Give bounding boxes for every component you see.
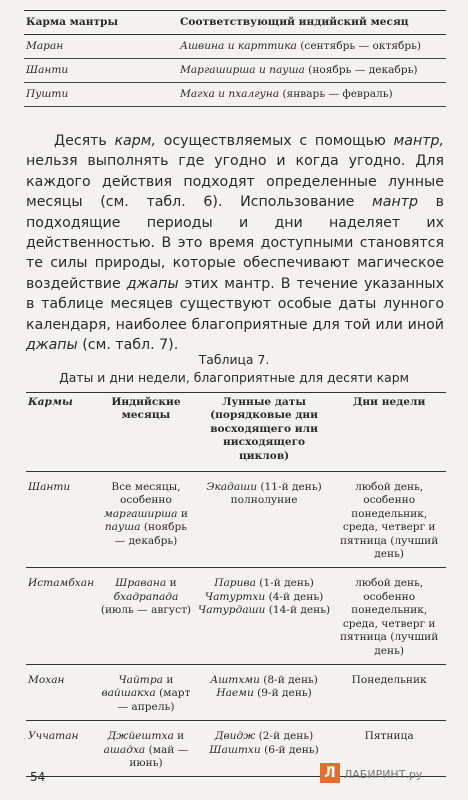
months-cell: Все месяцы, особенно маргаширша и пауша (ноябрь — декабрь) xyxy=(96,472,196,568)
months-cell: Чайтра и вайшакха (март — апрель) xyxy=(96,664,196,720)
weekdays-cell: Понедельник xyxy=(332,664,446,720)
month-cell: Маргаширша и пауша (ноябрь — декабрь) xyxy=(178,59,446,83)
column-header-month: Соответствующий индийский месяц xyxy=(178,11,446,35)
mantra-month-table xyxy=(24,10,446,107)
weekdays-cell: Пятница xyxy=(332,721,446,777)
lunar-dates-cell: Аштхми (8-й день) Наеми (9-й день) xyxy=(196,664,332,720)
mantra-cell: Шанти xyxy=(24,59,178,83)
labirint-logo-icon: Л xyxy=(320,763,340,783)
weekdays-cell: любой день, особенно понедельник, среда, четверг и пятница (лучший день) xyxy=(332,568,446,664)
table-header-row xyxy=(24,11,446,35)
column-header-karmas: Кармы xyxy=(26,393,96,472)
table-header-row xyxy=(26,393,446,472)
karma-dates-table xyxy=(26,392,446,777)
table-row xyxy=(24,35,446,59)
karma-cell: Уччатан xyxy=(26,721,96,777)
column-header-mantra: Карма мантры xyxy=(24,11,178,35)
table-caption-number: Таблица 7. xyxy=(198,352,270,367)
mantra-cell: Пушти xyxy=(24,83,178,107)
months-cell: Шравана и бхадрапада (июль — август) xyxy=(96,568,196,664)
table-caption-title: Даты и дни недели, благоприятные для десяти карм xyxy=(59,370,409,385)
weekdays-cell: любой день, особенно понедельник, среда, четверг и пятница (лучший день) xyxy=(332,472,446,568)
lunar-dates-cell: Экадаши (11-й день) полнолуние xyxy=(196,472,332,568)
months-cell: Джйештха и ашадха (май — июнь) xyxy=(96,721,196,777)
table-row xyxy=(26,472,446,568)
karma-cell: Истамбхан xyxy=(26,568,96,664)
lunar-dates-cell: Парива (1-й день) Чатуртхи (4-й день) Чатурдаши (14-й день) xyxy=(196,568,332,664)
mantra-cell: Маран xyxy=(24,35,178,59)
table-row xyxy=(24,59,446,83)
karma-cell: Мохан xyxy=(26,664,96,720)
table-row xyxy=(26,664,446,720)
table-row xyxy=(24,83,446,107)
body-paragraph: Десять карм, осуществляемых с помощью мантр, нельзя выполнять где угодно и когда угодно. Для каждого действия подходят определенные лунные месяцы (см. табл. 6). Использование мантр в подходящие периоды и дни наделяет их действенностью. В это время доступными становятся те силы природы, которые обеспечивают магическое воздействие джапы этих мантр. В течение указанных в таблице месяцев существуют особые даты лунного календаря, наиболее благоприятные для той или иной джапы (см. табл. 7). xyxy=(26,133,445,354)
column-header-weekdays: Дни недели xyxy=(332,393,446,472)
page-number: 54 xyxy=(30,770,46,784)
month-cell: Магха и пхалгуна (январь — февраль) xyxy=(178,83,446,107)
month-cell: Ашвина и карттика (сентябрь — октябрь) xyxy=(178,35,446,59)
table-row xyxy=(26,568,446,664)
watermark: ЛАБИРИНТ.ру xyxy=(344,768,423,781)
column-header-months: Индийские месяцы xyxy=(96,393,196,472)
karma-cell: Шанти xyxy=(26,472,96,568)
lunar-dates-cell: Двидж (2-й день) Шаштхи (6-й день) xyxy=(196,721,332,777)
column-header-lunar-dates: Лунные даты (порядковые дни восходящего или нисходящего циклов) xyxy=(196,393,332,472)
